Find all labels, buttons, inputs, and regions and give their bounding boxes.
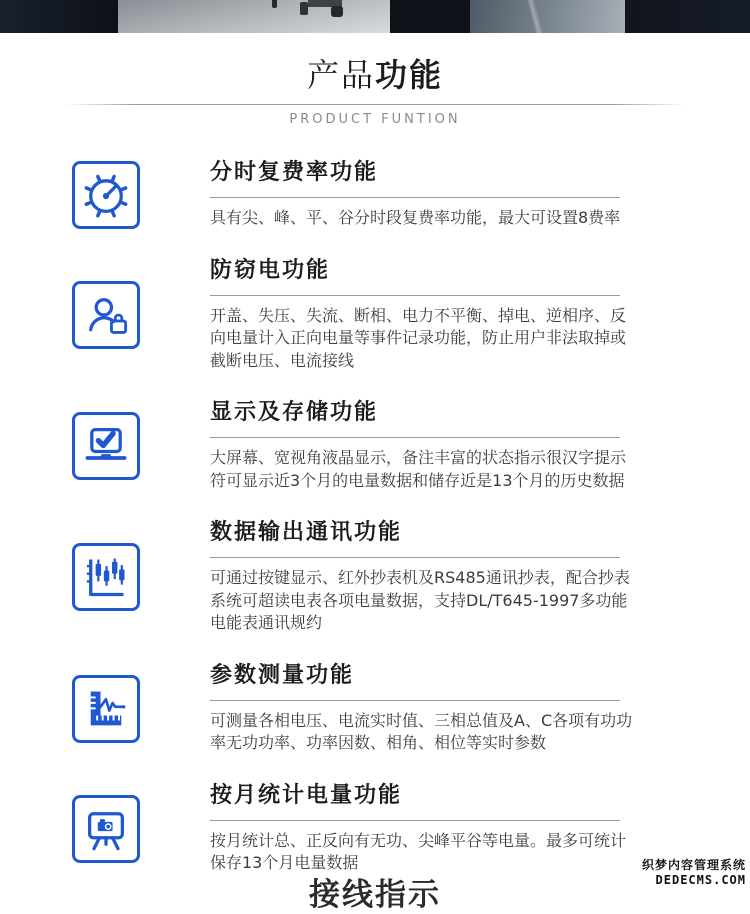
feature-divider [210, 295, 620, 296]
feature-title: 防窃电功能 [210, 257, 331, 283]
photo-segment [470, 0, 625, 33]
laptop-check-icon [82, 422, 130, 470]
feature-title: 显示及存储功能 [210, 400, 379, 425]
feature-description: 可测量各相电压、电流实时值、三相总值及A、C各项有功功率无功功率、功率因数、相角、相位等实时参数 [210, 710, 633, 752]
feature-icon-box [72, 675, 140, 743]
page-subtitle: PRODUCT FUNTION [289, 112, 461, 127]
page-title-bold: 功能 [375, 56, 444, 94]
watermark-text-en: DEDECMS.COM [655, 873, 746, 887]
feature-body [210, 783, 634, 875]
presentation-camera-icon [82, 805, 130, 853]
feature-row [0, 520, 750, 635]
feature-title: 数据输出通讯功能 [210, 520, 403, 545]
feature-icon-box [72, 281, 140, 349]
feature-row [0, 783, 750, 875]
user-lock-icon [82, 291, 130, 339]
feature-body [210, 258, 634, 373]
feature-title: 分时复费率功能 [210, 160, 379, 185]
feature-description: 按月统计总、正反向有无功、尖峰平谷等电量。最多可统计保存13个月电量数据 [210, 830, 627, 872]
feature-row [0, 400, 750, 492]
feature-icon-box [72, 161, 140, 229]
photo-detail [331, 6, 343, 17]
photo-detail [300, 2, 308, 15]
candlestick-chart-icon [82, 553, 130, 601]
photo-segment [390, 0, 470, 33]
hero-photo-strip [0, 0, 750, 33]
next-section-title: 接线指示 [309, 877, 441, 913]
ruler-pulse-icon [82, 685, 130, 733]
feature-list [0, 160, 750, 875]
page-title [0, 55, 750, 95]
feature-body [210, 663, 634, 755]
feature-divider [210, 197, 620, 198]
feature-divider [210, 557, 620, 558]
feature-description: 可通过按键显示、红外抄表机及RS485通讯抄表，配合抄表系统可超读电表各项电量数据，支持DL/T645-1997多功能电能表通讯规约 [210, 568, 630, 632]
dedecms-watermark [642, 858, 746, 888]
feature-title: 按月统计电量功能 [210, 782, 403, 808]
feature-body [210, 520, 634, 635]
feature-icon-box [72, 543, 140, 611]
feature-row [0, 663, 750, 755]
watermark-text-cn: 织梦内容管理系统 [641, 858, 746, 872]
feature-icon-box [72, 412, 140, 480]
photo-detail [272, 0, 277, 8]
feature-body [210, 160, 634, 230]
photo-segment [118, 0, 390, 33]
feature-divider [210, 700, 620, 701]
feature-description: 具有尖、峰、平、谷分时段复费率功能，最大可设置8费率 [210, 208, 621, 227]
feature-body [210, 400, 634, 492]
feature-description: 开盖、失压、失流、断相、电力不平衡、掉电、逆相序、反向电量计入正向电量等事件记录功能，防止用户非法取掉或截断电压、电流接线 [210, 305, 627, 370]
feature-row [0, 160, 750, 230]
feature-row [0, 258, 750, 373]
title-divider [64, 104, 686, 105]
feature-divider [210, 820, 620, 821]
photo-segment [625, 0, 750, 33]
page-title-regular: 产品 [306, 56, 375, 94]
feature-title: 参数测量功能 [210, 662, 355, 688]
photo-segment [0, 0, 118, 33]
feature-icon-box [72, 795, 140, 863]
gauge-icon [82, 171, 130, 219]
section-header [0, 33, 750, 127]
feature-description: 大屏幕、宽视角液晶显示，备注丰富的状态指示很汉字提示符可显示近3个月的电量数据和储存近是13个月的历史数据 [210, 448, 627, 490]
feature-divider [210, 437, 620, 438]
